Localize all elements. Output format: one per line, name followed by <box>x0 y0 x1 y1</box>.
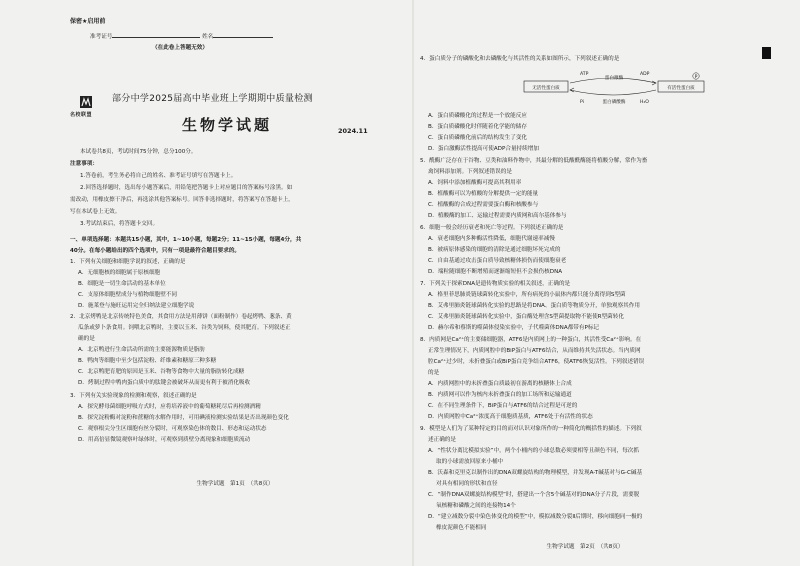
question-option: A．内质网腔中的未折叠蛋白质最初在游离的核糖体上合成 <box>428 381 572 387</box>
question-option: D．烤制过程中鸭肉蛋白质中的肽键会被破坏从而更有利于被消化吸收 <box>78 380 251 386</box>
question-stem: 正常生理情况下，内质网腔中的BiP蛋白与ATF6结合，从而维持其失活状态。当内质网 <box>428 348 641 354</box>
question-stem: 7．下列关于探索DNA是遗传物质实验的相关叙述，正确的是 <box>420 281 571 287</box>
ticket-number-blank <box>112 31 200 38</box>
question-option: B．沃森和克里克以制作出的DNA双螺旋结构的物理模型，并发现A-T碱基对与G-C碱基 <box>428 470 643 476</box>
note-line: 3.考试结束后，将答题卡交回。 <box>80 221 159 227</box>
atp-label: ATP <box>580 72 589 77</box>
question-option: 橡皮泥颜色不能相同 <box>436 525 487 531</box>
phosphorylation-diagram <box>520 70 710 106</box>
question-stem: 6．细胞一般会经历衰老和死亡等过程。下列叙述正确的是 <box>420 225 564 231</box>
page-fold-shadow <box>412 0 414 566</box>
page-footer: 生物学试题 第1页 （共8页） <box>196 481 274 487</box>
question-stem: 禽饲料添加剂。下列叙述错误的是 <box>428 169 512 175</box>
question-stem: 9．模型是人们为了某种特定的目的而对认识对象所作的一种简化的概括性的描述。下列叙 <box>420 426 642 432</box>
kinase-label: 蛋白激酶 <box>604 76 624 81</box>
question-option: A．探究酵母菌细胞呼吸方式时，应将培养液中的葡萄糖耗尽后再检测酒精 <box>78 404 261 410</box>
corner-alignment-mark <box>762 47 771 59</box>
question-option: C．“制作DNA双螺旋结构模型”时，搭建出一个含5个碱基对的DNA分子片段，需要脱 <box>428 492 640 498</box>
section-instructions: 一、单项选择题：本题共15小题，其中，1~10小题，每题2分；11~15小题，每题4分，共 <box>70 237 302 243</box>
name-label-text: 姓名 <box>202 34 214 40</box>
question-stem: 8．内质网是Ca²⁺的主要储细胞器，ATF6是内质网上的一种蛋白，其活性受Ca²⁺影响。在 <box>420 337 642 343</box>
exam-intro: 本试卷共8页，考试时间75分钟，总分100分。 <box>80 149 197 155</box>
question-option: B．内质网可以作为核内未折叠蛋白的加工场所和运输通道 <box>428 392 572 398</box>
question-stem: 1．下列有关细胞和细胞学说的叙述，正确的是 <box>70 259 186 265</box>
question-stem: 瓜条或萝卜条食用。饲喂北京鸭时，主要以玉米、谷类为饲料，使其肥育。下列叙述正 <box>78 325 291 331</box>
question-option: C．自由基通过攻击蛋白质导致核糖体损伤而使细胞衰老 <box>428 258 567 264</box>
question-option: B．艾弗里肺炎链球菌转化实验的思路是将DNA、蛋白质等物质分开，单独观察其作用 <box>428 303 640 309</box>
question-stem: 5．酰酶广泛存在于谷物、豆类和油料作物中，其最分解的低酸酰酶能将植酸分解，常作为畜 <box>420 158 648 164</box>
arrowhead <box>570 88 574 92</box>
active-protein-label: 有活性蛋白质 <box>667 86 695 91</box>
phosphatase-label: 蛋白磷酸酶 <box>602 100 626 105</box>
question-option: 氧核糖和磷酸之间的连接物14个 <box>436 503 516 509</box>
question-option: C．艾弗里肺炎链球菌转化实验中，蛋白酶处理含S型菌提取物不能使R型菌转化 <box>428 314 624 320</box>
answer-invalid-note: （在此卷上答题无效） <box>152 45 208 51</box>
question-option: A．北京鸭进行生命活动所需的主要能源物质是脂肪 <box>78 347 205 353</box>
water-label: H₂O <box>640 100 649 105</box>
note-line: 2.回答选择题时，选出每小题答案后，用铅笔把答题卡上对应题目的答案标号涂黑。如 <box>80 185 293 191</box>
question-option: D．赫尔希和蔡斯的噬菌体侵染实验中，子代噬菌体DNA都带有P标记 <box>428 325 600 331</box>
question-option: B．被病原体感染的细胞的清除是通过细胞坏死完成的 <box>428 247 561 253</box>
question-option: B．植酸酶可以为植酸的分解提供一定的能量 <box>428 191 539 197</box>
question-option: D．端粒随细胞不断增殖而逐渐缩短但不会损伤核DNA <box>428 269 563 275</box>
exam-date: 2024.11 <box>338 127 368 135</box>
phosphate-group-label: P <box>694 75 698 80</box>
notes-heading: 注意事项： <box>70 161 98 167</box>
note-line: 需改动，用橡皮擦干净后，再选涂其他答案标号。回答非选择题时，将答案写在答题卡上， <box>70 197 294 203</box>
question-option: 取的小球需放回原来小桶中 <box>436 459 504 465</box>
dephosphorylation-arrow <box>570 90 656 95</box>
question-option: A．“性状分离比模拟实验”中，两个小桶内的小球总数必须要相等且颜色不同，每次抓 <box>428 448 639 454</box>
section-instructions: 40分。在每小题给出的四个选项中，只有一项是最符合题目要求的。 <box>70 248 241 254</box>
question-option: A．格里菲思肺炎链球菌转化实验中，所有病死的小鼠体内都只能分离得到S型菌 <box>428 292 626 298</box>
question-option: D．蛋白激酶活性提高可使ADP合量持续增加 <box>428 146 539 152</box>
question-option: 对具有相同的形状和直径 <box>436 481 498 487</box>
pi-label: Pi <box>580 100 584 105</box>
question-option: C．支原体细胞壁成分与植物细胞壁不同 <box>78 292 178 298</box>
question-option: D．用高倍显微镜观察叶绿体时，可观察到质壁分离现象和细胞质流动 <box>78 437 251 443</box>
question-option: C．植酸酶的合成过程需要蛋白酶和核酸参与 <box>428 202 539 208</box>
inactive-protein-label: 无活性蛋白质 <box>532 86 560 91</box>
question-stem: 确的是 <box>78 336 95 342</box>
ticket-label-text: 准考证号 <box>90 34 113 40</box>
adp-label: ADP <box>640 72 650 77</box>
question-stem: 3．下列有关实验现象的检测和观察，叙述正确的是 <box>70 393 197 399</box>
question-option: B．探究淀粉酶对淀粉和蔗糖的水解作用时，可用碘液检测实验结果是否出现颜色变化 <box>78 415 289 421</box>
question-option: A．衰老细胞内多种酶活性降低，细胞代谢速率减慢 <box>428 236 555 242</box>
question-option: C．在不同生理条件下，BiP蛋白与ATF6的结合过程是可逆的 <box>428 403 578 409</box>
question-option: D．内质网腔中Ca²⁺浓度高于细胞质基质，ATF6处于有活性的状态 <box>428 414 593 420</box>
question-stem: 的是 <box>428 370 440 376</box>
page-footer: 生物学试题 第2页 （共8页） <box>546 544 624 550</box>
question-option: C．北京鸭肥育肥的原因是玉米、谷物等食物中大量的脂肪转化成糖 <box>78 369 245 375</box>
subject-title: 生物学试题 <box>182 116 273 134</box>
question-stem: 述正确的是 <box>428 437 456 443</box>
name-blank <box>213 31 273 38</box>
question-option: B．鸭肉等细胞中至少包括淀粉、纤维素和糖原三种多糖 <box>78 358 217 364</box>
secret-label: 保密★启用前 <box>70 18 106 25</box>
ticket-number-label <box>90 31 273 43</box>
logo-text: 名校联盟 <box>70 112 93 118</box>
arrowhead <box>652 81 656 85</box>
right-page <box>420 0 750 566</box>
question-stem: 2．北京烤鸭是北京传统特色美食，其食用方法是用薄饼（面粉制作）卷起烤鸭、葱条、黄 <box>70 314 292 320</box>
note-line: 1.答卷前，考生务必将自己的姓名、准考证号填写在答题卡上。 <box>80 173 237 179</box>
question-stem: 4．蛋白质分子的磷酸化和去磷酸化与其活性的关系如图所示，下列叙述正确的是 <box>420 56 620 62</box>
question-option: D．施莱登与施旺运用完全归纳法建立细胞学说 <box>78 303 195 309</box>
question-option: C．蛋白质磷酸化前后的结构发生了变化 <box>428 135 528 141</box>
question-stem: 腔Ca²⁺过少时，未折叠蛋白或BiP蛋白竞争结合ATF6，使ATF6恢复活性。下列叙述错误 <box>428 359 645 365</box>
exam-title: 部分中学2025届高中毕业班上学期期中质量检测 <box>112 94 313 104</box>
question-option: D．“建立减数分裂中染色体变化的模型”中，模拟减数分裂Ⅱ后期时，移向细胞同一极的 <box>428 514 643 520</box>
left-page <box>70 0 400 566</box>
question-option: A．蛋白质磷酸化的过程是一个放能反应 <box>428 113 527 119</box>
question-option: B．蛋白质磷酸化时伴随着化学能的储存 <box>428 124 527 130</box>
note-line: 写在本试卷上无效。 <box>70 209 121 215</box>
question-option: A．无细胞核的细胞属于原核细胞 <box>78 270 161 276</box>
question-option: B．细胞是一切生命活动的基本单位 <box>78 281 166 287</box>
question-option: A．饲料中添加植酸酶可提高其利用率 <box>428 180 522 186</box>
question-option: C．观察根尖分生区细胞有丝分裂时，可观察染色体的数目、形态和运动状态 <box>78 426 267 432</box>
question-option: D．植酸酶的加工、运输过程需要内质网和高尔基体参与 <box>428 213 567 219</box>
